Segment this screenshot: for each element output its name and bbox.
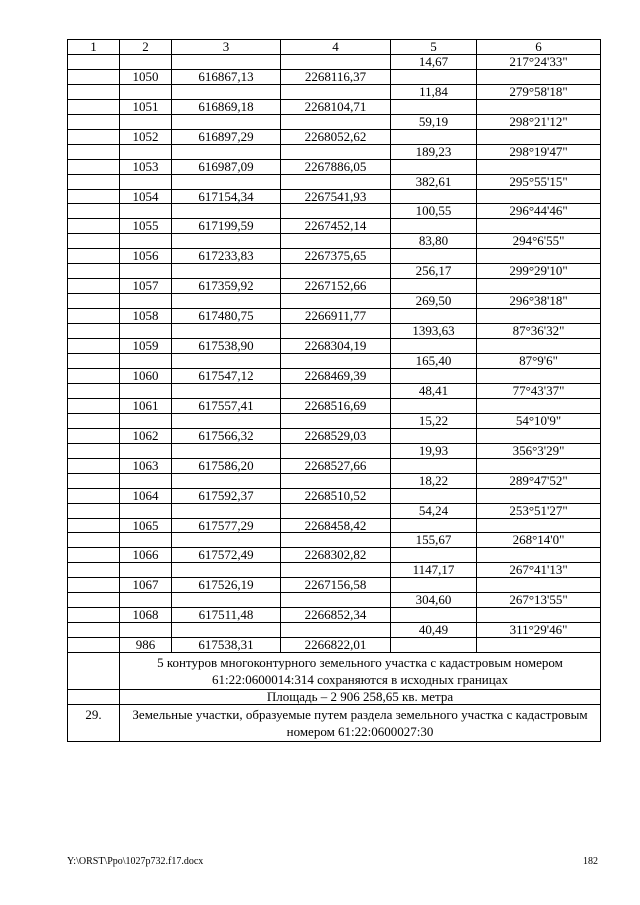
x-coordinate: 616867,13	[172, 69, 281, 84]
segment-row	[68, 354, 601, 369]
point-row	[68, 608, 601, 623]
point-number: 1055	[120, 219, 172, 234]
segment-row	[68, 623, 601, 638]
page-number: 182	[583, 856, 598, 867]
point-number: 1063	[120, 458, 172, 473]
segment-distance: 19,93	[391, 443, 477, 458]
point-number: 1060	[120, 368, 172, 383]
segment-angle: 279°58'18"	[477, 84, 601, 99]
segment-row	[68, 174, 601, 189]
point-number: 1051	[120, 99, 172, 114]
point-row	[68, 638, 601, 653]
point-number: 1058	[120, 309, 172, 324]
x-coordinate: 617199,59	[172, 219, 281, 234]
segment-angle: 267°41'13"	[477, 563, 601, 578]
x-coordinate: 617233,83	[172, 249, 281, 264]
segment-distance: 59,19	[391, 114, 477, 129]
segment-distance: 256,17	[391, 264, 477, 279]
point-row	[68, 458, 601, 473]
segment-distance: 165,40	[391, 354, 477, 369]
y-coordinate: 2268104,71	[281, 99, 391, 114]
segment-row	[68, 413, 601, 428]
y-coordinate: 2267541,93	[281, 189, 391, 204]
point-row	[68, 368, 601, 383]
segment-angle: 298°19'47"	[477, 144, 601, 159]
column-header-5: 5	[391, 40, 477, 55]
point-row	[68, 99, 601, 114]
y-coordinate: 2266852,34	[281, 608, 391, 623]
x-coordinate: 617154,34	[172, 189, 281, 204]
segment-angle: 268°14'0"	[477, 533, 601, 548]
note-row	[68, 653, 601, 690]
area-value: Площадь – 2 906 258,65 кв. метра	[120, 690, 601, 705]
section-title: Земельные участки, образуемые путем раздела земельного участка с кадастровым номером 61:22:0600027:30	[120, 705, 601, 742]
segment-row	[68, 294, 601, 309]
segment-angle: 296°44'46"	[477, 204, 601, 219]
x-coordinate: 617572,49	[172, 548, 281, 563]
x-coordinate: 616869,18	[172, 99, 281, 114]
segment-angle: 299°29'10"	[477, 264, 601, 279]
segment-distance: 382,61	[391, 174, 477, 189]
y-coordinate: 2268510,52	[281, 488, 391, 503]
point-row	[68, 398, 601, 413]
x-coordinate: 617538,90	[172, 339, 281, 354]
y-coordinate: 2267152,66	[281, 279, 391, 294]
segment-row	[68, 234, 601, 249]
segment-angle: 356°3'29"	[477, 443, 601, 458]
area-row	[68, 690, 601, 705]
x-coordinate: 617480,75	[172, 309, 281, 324]
segment-row	[68, 533, 601, 548]
point-row	[68, 578, 601, 593]
x-coordinate: 617359,92	[172, 279, 281, 294]
point-number: 986	[120, 638, 172, 653]
segment-row	[68, 84, 601, 99]
segment-angle: 77°43'37"	[477, 383, 601, 398]
segment-row	[68, 473, 601, 488]
y-coordinate: 2266911,77	[281, 309, 391, 324]
point-row	[68, 339, 601, 354]
x-coordinate: 617592,37	[172, 488, 281, 503]
point-number: 1052	[120, 129, 172, 144]
point-number: 1065	[120, 518, 172, 533]
x-coordinate: 617557,41	[172, 398, 281, 413]
section-row	[68, 705, 601, 742]
point-row	[68, 69, 601, 84]
segment-angle: 87°36'32"	[477, 324, 601, 339]
point-row	[68, 309, 601, 324]
segment-row	[68, 144, 601, 159]
x-coordinate: 617577,29	[172, 518, 281, 533]
contours-note: 5 контуров многоконтурного земельного участка с кадастровым номером 61:22:0600014:314 сохраняются в исходных границах	[120, 653, 601, 690]
point-row	[68, 279, 601, 294]
segment-distance: 14,67	[391, 54, 477, 69]
point-row	[68, 159, 601, 174]
segment-angle: 87°9'6"	[477, 354, 601, 369]
segment-distance: 189,23	[391, 144, 477, 159]
point-row	[68, 219, 601, 234]
x-coordinate: 616987,09	[172, 159, 281, 174]
y-coordinate: 2266822,01	[281, 638, 391, 653]
y-coordinate: 2267886,05	[281, 159, 391, 174]
point-number: 1056	[120, 249, 172, 264]
segment-row	[68, 443, 601, 458]
segment-distance: 54,24	[391, 503, 477, 518]
segment-distance: 304,60	[391, 593, 477, 608]
x-coordinate: 617586,20	[172, 458, 281, 473]
segment-distance: 155,67	[391, 533, 477, 548]
x-coordinate: 616897,29	[172, 129, 281, 144]
point-number: 1057	[120, 279, 172, 294]
point-number: 1050	[120, 69, 172, 84]
segment-distance: 48,41	[391, 383, 477, 398]
y-coordinate: 2268052,62	[281, 129, 391, 144]
segment-row	[68, 54, 601, 69]
y-coordinate: 2268304,19	[281, 339, 391, 354]
y-coordinate: 2268516,69	[281, 398, 391, 413]
segment-distance: 83,80	[391, 234, 477, 249]
segment-angle: 253°51'27"	[477, 503, 601, 518]
segment-distance: 40,49	[391, 623, 477, 638]
footer-file-path: Y:\ORST\Ppo\1027p732.f17.docx	[67, 856, 204, 867]
y-coordinate: 2268527,66	[281, 458, 391, 473]
column-header-1: 1	[68, 40, 120, 55]
segment-angle: 289°47'52"	[477, 473, 601, 488]
segment-distance: 18,22	[391, 473, 477, 488]
segment-distance: 100,55	[391, 204, 477, 219]
point-number: 1064	[120, 488, 172, 503]
section-number: 29.	[68, 705, 120, 742]
segment-row	[68, 324, 601, 339]
column-header-4: 4	[281, 40, 391, 55]
segment-angle: 54°10'9"	[477, 413, 601, 428]
point-row	[68, 189, 601, 204]
point-number: 1067	[120, 578, 172, 593]
y-coordinate: 2268529,03	[281, 428, 391, 443]
y-coordinate: 2267452,14	[281, 219, 391, 234]
segment-angle: 296°38'18"	[477, 294, 601, 309]
segment-distance: 15,22	[391, 413, 477, 428]
y-coordinate: 2267375,65	[281, 249, 391, 264]
segment-distance: 1147,17	[391, 563, 477, 578]
y-coordinate: 2268116,37	[281, 69, 391, 84]
point-row	[68, 249, 601, 264]
segment-angle: 311°29'46"	[477, 623, 601, 638]
x-coordinate: 617538,31	[172, 638, 281, 653]
x-coordinate: 617526,19	[172, 578, 281, 593]
point-number: 1053	[120, 159, 172, 174]
y-coordinate: 2267156,58	[281, 578, 391, 593]
point-row	[68, 518, 601, 533]
segment-angle: 298°21'12"	[477, 114, 601, 129]
point-number: 1059	[120, 339, 172, 354]
point-number: 1068	[120, 608, 172, 623]
point-number: 1062	[120, 428, 172, 443]
x-coordinate: 617511,48	[172, 608, 281, 623]
coordinates-table	[67, 39, 601, 742]
y-coordinate: 2268302,82	[281, 548, 391, 563]
segment-row	[68, 114, 601, 129]
column-header-3: 3	[172, 40, 281, 55]
segment-row	[68, 264, 601, 279]
point-row	[68, 488, 601, 503]
segment-angle: 294°6'55"	[477, 234, 601, 249]
segment-row	[68, 383, 601, 398]
point-number: 1061	[120, 398, 172, 413]
segment-distance: 11,84	[391, 84, 477, 99]
segment-angle: 267°13'55"	[477, 593, 601, 608]
segment-angle: 217°24'33"	[477, 54, 601, 69]
column-header-6: 6	[477, 40, 601, 55]
point-row	[68, 428, 601, 443]
segment-angle: 295°55'15"	[477, 174, 601, 189]
y-coordinate: 2268458,42	[281, 518, 391, 533]
x-coordinate: 617566,32	[172, 428, 281, 443]
segment-row	[68, 563, 601, 578]
segment-row	[68, 593, 601, 608]
segment-distance: 1393,63	[391, 324, 477, 339]
segment-row	[68, 503, 601, 518]
x-coordinate: 617547,12	[172, 368, 281, 383]
y-coordinate: 2268469,39	[281, 368, 391, 383]
point-row	[68, 548, 601, 563]
segment-row	[68, 204, 601, 219]
header-row	[68, 40, 601, 55]
point-row	[68, 129, 601, 144]
column-header-2: 2	[120, 40, 172, 55]
segment-distance: 269,50	[391, 294, 477, 309]
point-number: 1054	[120, 189, 172, 204]
point-number: 1066	[120, 548, 172, 563]
